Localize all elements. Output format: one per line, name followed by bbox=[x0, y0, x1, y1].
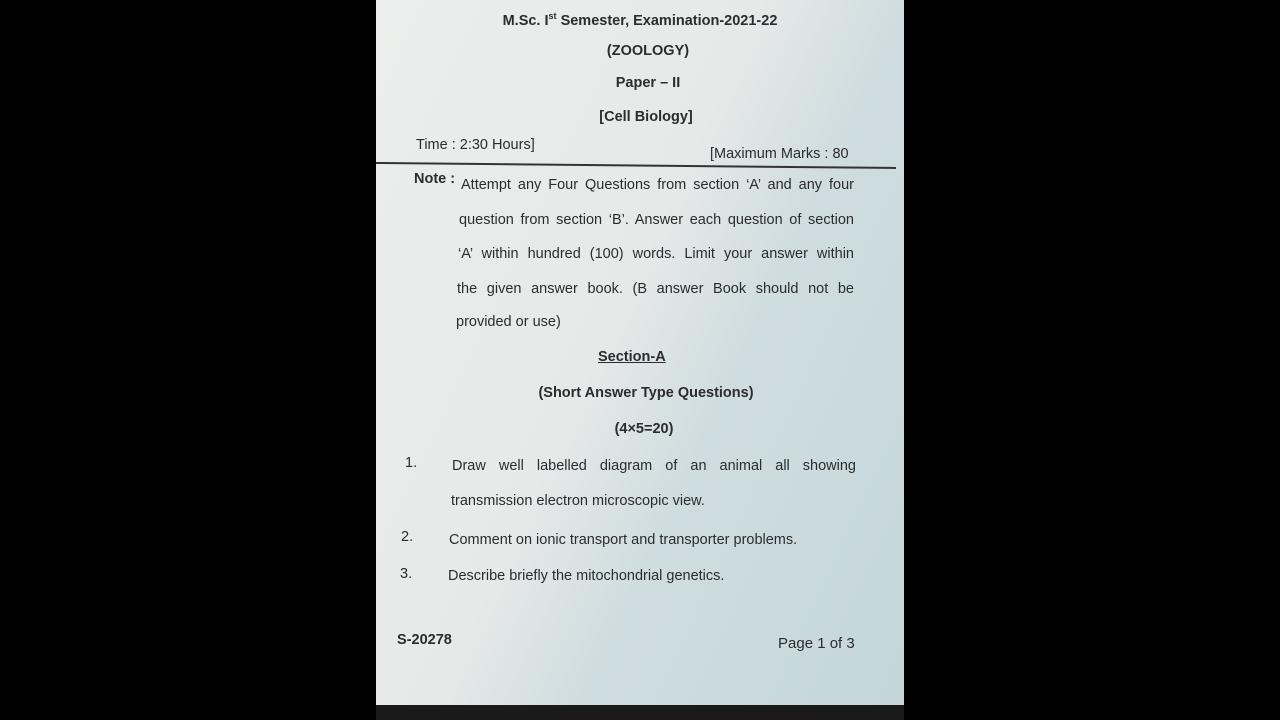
exam-paper bbox=[376, 0, 904, 705]
paper-code: S-20278 bbox=[397, 632, 452, 648]
note-line: Attempt any Four Questions from section ‘A’ and any four bbox=[461, 177, 854, 193]
note-line: question from section ‘B’. Answer each question of section bbox=[459, 212, 854, 228]
section-marks: (4×5=20) bbox=[614, 421, 674, 437]
table-edge bbox=[376, 705, 904, 720]
note-line: provided or use) bbox=[456, 314, 561, 330]
section-subtitle: (Short Answer Type Questions) bbox=[538, 385, 754, 401]
question-text: Describe briefly the mitochondrial genetics. bbox=[448, 568, 725, 584]
exam-title-sup: st bbox=[548, 11, 557, 21]
note-line: ‘A’ within hundred (100) words. Limit your answer within bbox=[458, 246, 854, 262]
note-label: Note : bbox=[414, 171, 456, 187]
course-name: [Cell Biology] bbox=[599, 109, 693, 125]
maximum-marks: [Maximum Marks : 80 bbox=[710, 146, 849, 162]
exam-title bbox=[376, 11, 904, 29]
paper-number: Paper – II bbox=[615, 75, 681, 91]
section-title: Section-A bbox=[598, 349, 666, 365]
question-text: transmission electron microscopic view. bbox=[451, 493, 705, 509]
exam-title-prefix: M.Sc. I bbox=[502, 12, 549, 29]
question-number: 2. bbox=[401, 529, 414, 545]
time-limit: Time : 2:30 Hours] bbox=[416, 137, 535, 153]
page-number: Page 1 of 3 bbox=[778, 635, 855, 652]
question-number: 3. bbox=[400, 566, 413, 582]
note-line: the given answer book. (B answer Book should not be bbox=[457, 281, 854, 297]
divider bbox=[376, 162, 896, 168]
subject: (ZOOLOGY) bbox=[606, 43, 690, 59]
question-number: 1. bbox=[405, 455, 418, 471]
question-text: Draw well labelled diagram of an animal all showing bbox=[452, 458, 856, 474]
question-text: Comment on ionic transport and transporter problems. bbox=[449, 532, 798, 548]
exam-title-suffix: Semester, Examination-2021-22 bbox=[556, 12, 778, 29]
